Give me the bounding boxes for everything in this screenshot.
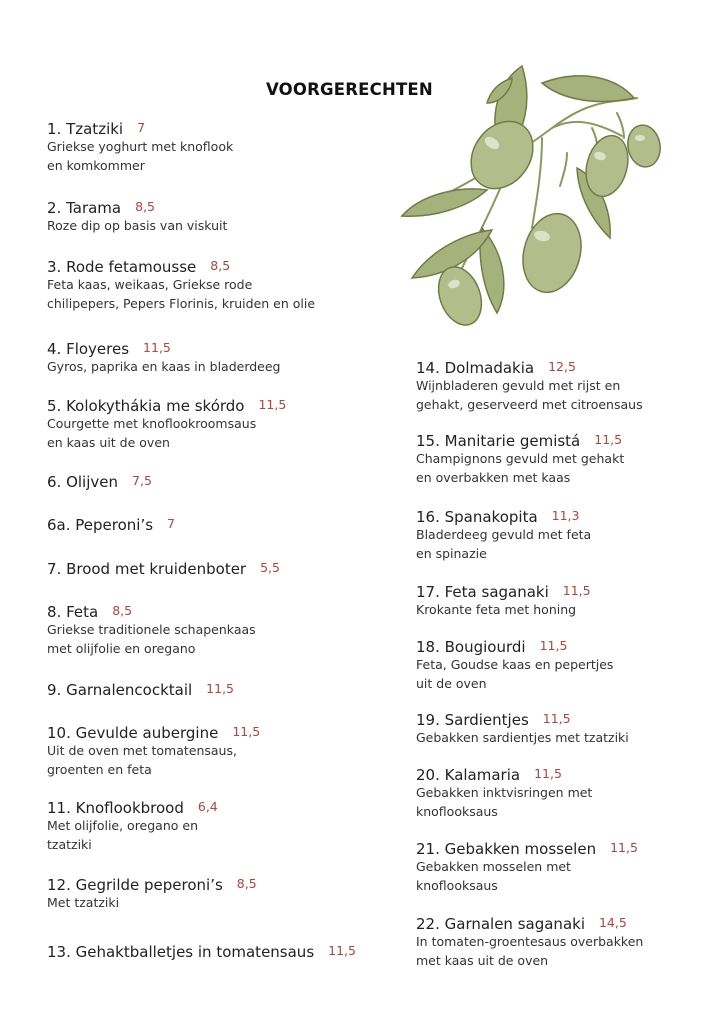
menu-item bbox=[416, 582, 591, 620]
menu-item-name: 18. Bougiourdi bbox=[416, 638, 526, 656]
menu-item-name: 3. Rode fetamousse bbox=[47, 258, 197, 276]
menu-item-price: 8,5 bbox=[112, 603, 133, 618]
menu-item-name: 21. Gebakken mosselen bbox=[416, 840, 597, 858]
menu-item-price: 11,5 bbox=[539, 638, 568, 653]
menu-item bbox=[416, 839, 638, 896]
menu-item-name: 2. Tarama bbox=[47, 199, 122, 217]
menu-item-name: 20. Kalamaria bbox=[416, 766, 521, 784]
menu-item bbox=[47, 119, 233, 176]
menu-item-description: Met tzatziki bbox=[47, 895, 120, 910]
menu-item-price: 11,3 bbox=[551, 508, 580, 523]
menu-item-price: 11,5 bbox=[594, 432, 623, 447]
menu-item-name: 15. Manitarie gemistá bbox=[416, 432, 581, 450]
menu-item bbox=[47, 798, 218, 855]
menu-item-price: 11,5 bbox=[258, 397, 287, 412]
menu-item-price: 11,5 bbox=[143, 340, 171, 355]
menu-item-description: Courgette met knoflookroomsaus bbox=[47, 416, 257, 431]
menu-item-name: 6a. Peperoni’s bbox=[47, 516, 154, 534]
menu-item-price: 7 bbox=[167, 516, 175, 531]
menu-item-name: 13. Gehaktballetjes in tomatensaus bbox=[47, 943, 315, 961]
menu-item-description: Gyros, paprika en kaas in bladerdeeg bbox=[47, 359, 281, 374]
menu-item bbox=[47, 472, 152, 491]
menu-item-description: en spinazie bbox=[416, 546, 487, 561]
menu-item-name: 10. Gevulde aubergine bbox=[47, 724, 219, 742]
menu-item-price: 6,4 bbox=[197, 799, 218, 814]
menu-item bbox=[416, 710, 629, 748]
menu-item-description: Wijnbladeren gevuld met rijst en bbox=[416, 378, 621, 393]
menu-item-description: gehakt, geserveerd met citroensaus bbox=[416, 397, 643, 412]
menu-item bbox=[416, 765, 592, 822]
menu-item-name: 1. Tzatziki bbox=[47, 120, 124, 138]
menu-item bbox=[416, 431, 624, 488]
menu-item-name: 17. Feta saganaki bbox=[416, 583, 549, 601]
menu-item-description: knoflooksaus bbox=[416, 804, 498, 819]
menu-item-price: 8,5 bbox=[210, 258, 231, 273]
menu-item-price: 11,5 bbox=[328, 943, 356, 958]
menu-item bbox=[416, 637, 613, 694]
menu-item bbox=[416, 358, 643, 415]
menu-item-name: 14. Dolmadakia bbox=[416, 359, 535, 377]
menu-item-description: groenten en feta bbox=[47, 762, 152, 777]
menu-item-price: 14,5 bbox=[598, 915, 627, 930]
menu-item-description: Gebakken mosselen met bbox=[416, 859, 571, 874]
olive-branch-icon bbox=[392, 58, 672, 338]
menu-item bbox=[47, 396, 286, 453]
menu-item-price: 5,5 bbox=[260, 560, 280, 575]
menu-item bbox=[47, 559, 280, 578]
menu-item-description: knoflooksaus bbox=[416, 878, 498, 893]
menu-item bbox=[47, 339, 281, 377]
menu-item-name: 16. Spanakopita bbox=[416, 508, 538, 526]
menu-item-price: 11,5 bbox=[206, 681, 235, 696]
menu-item bbox=[47, 875, 257, 913]
menu-item-description: Roze dip op basis van viskuit bbox=[47, 218, 228, 233]
menu-item bbox=[47, 602, 256, 659]
menu-item bbox=[47, 257, 315, 314]
menu-item-description: en komkommer bbox=[47, 158, 145, 173]
menu-item-price: 8,5 bbox=[236, 876, 257, 891]
menu-item-price: 11,5 bbox=[562, 583, 591, 598]
menu-item bbox=[47, 680, 234, 699]
menu-item-description: en kaas uit de oven bbox=[47, 435, 170, 450]
menu-item bbox=[47, 515, 175, 534]
page-title: VOORGERECHTEN bbox=[266, 80, 433, 99]
menu-item-name: 6. Olijven bbox=[47, 473, 119, 491]
menu-item-description: Griekse yoghurt met knoflook bbox=[47, 139, 234, 154]
menu-item-price: 11,5 bbox=[232, 724, 261, 739]
menu-item-price: 12,5 bbox=[548, 359, 576, 374]
menu-item-description: met kaas uit de oven bbox=[416, 953, 549, 968]
menu-item-price: 11,5 bbox=[534, 766, 562, 781]
menu-item bbox=[47, 942, 356, 961]
menu-item-price: 11,5 bbox=[610, 840, 638, 855]
menu-item-price: 11,5 bbox=[542, 711, 571, 726]
menu-item-price: 7,5 bbox=[132, 473, 152, 488]
menu-item-description: chilipepers, Pepers Florinis, kruiden en olie bbox=[47, 296, 316, 311]
menu-item-name: 11. Knoflookbrood bbox=[47, 799, 184, 817]
menu-item-description: Bladerdeeg gevuld met feta bbox=[416, 527, 592, 542]
menu-item-description: Gebakken inktvisringen met bbox=[416, 785, 593, 800]
menu-item-name: 22. Garnalen saganaki bbox=[416, 915, 585, 933]
menu-item-name: 9. Garnalencocktail bbox=[47, 681, 193, 699]
menu-item-description: Griekse traditionele schapenkaas bbox=[47, 622, 256, 637]
menu-item-description: Uit de oven met tomatensaus, bbox=[47, 743, 237, 758]
menu-item bbox=[416, 914, 643, 971]
menu-item-description: Feta, Goudse kaas en pepertjes bbox=[416, 657, 614, 672]
menu-item-description: tzatziki bbox=[47, 837, 92, 852]
menu-item-description: en overbakken met kaas bbox=[416, 470, 571, 485]
menu-item-description: Champignons gevuld met gehakt bbox=[416, 451, 625, 466]
menu-item bbox=[416, 507, 591, 564]
menu-item bbox=[47, 198, 227, 236]
menu-item-description: Met olijfolie, oregano en bbox=[47, 818, 199, 833]
menu-item-name: 8. Feta bbox=[47, 603, 99, 621]
menu-item-name: 7. Brood met kruidenboter bbox=[47, 560, 247, 578]
menu-item-description: uit de oven bbox=[416, 676, 487, 691]
menu-item-description: Feta kaas, weikaas, Griekse rode bbox=[47, 277, 253, 292]
menu-item-price: 8,5 bbox=[135, 199, 156, 214]
menu-item-description: Krokante feta met honing bbox=[416, 602, 577, 617]
menu-item-description: met olijfolie en oregano bbox=[47, 641, 196, 656]
menu-item-name: 4. Floyeres bbox=[47, 340, 130, 358]
menu-item-name: 19. Sardientjes bbox=[416, 711, 529, 729]
menu-item-description: In tomaten-groentesaus overbakken bbox=[416, 934, 644, 949]
menu-item-name: 12. Gegrilde peperoni’s bbox=[47, 876, 223, 894]
menu-item-name: 5. Kolokythákia me skórdo bbox=[47, 397, 245, 415]
menu-item-description: Gebakken sardientjes met tzatziki bbox=[416, 730, 629, 745]
menu-item-price: 7 bbox=[137, 120, 146, 135]
menu-item bbox=[47, 723, 260, 780]
